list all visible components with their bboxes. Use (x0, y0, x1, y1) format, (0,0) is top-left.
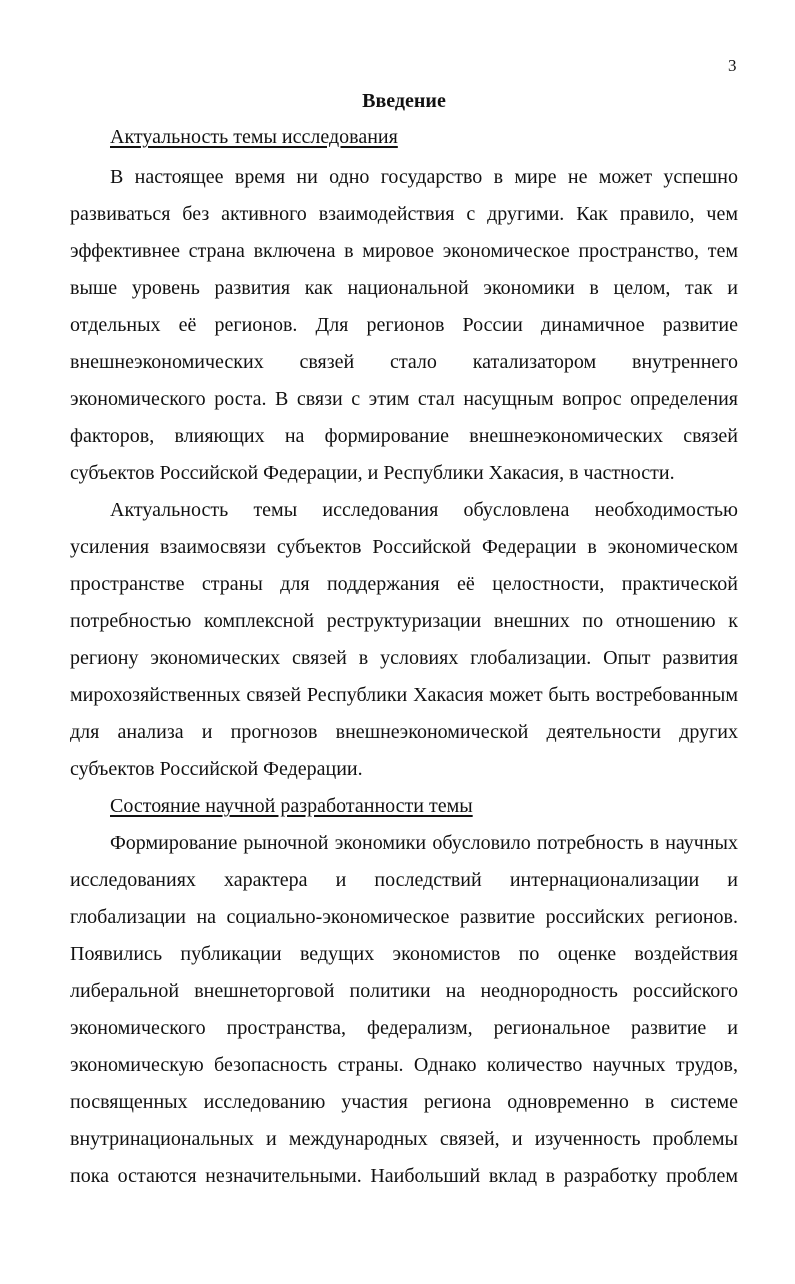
paragraph-line: глобализации на социально-экономическое развитие российских регионов. (70, 906, 738, 928)
paragraph-line-last: субъектов Российской Федерации. (70, 758, 363, 780)
paragraph-line: региону экономических связей в условиях глобализации. Опыт развития (70, 647, 738, 669)
paragraph-line: экономического пространства, федерализм, региональное развитие и (70, 1017, 738, 1039)
paragraph-line: развиваться без активного взаимодействия с другими. Как правило, чем (70, 203, 738, 225)
section-heading-research-state: Состояние научной разработанности темы (110, 795, 473, 817)
paragraph-line: выше уровень развития как национальной экономики в целом, так и (70, 277, 738, 299)
paragraph-line: эффективнее страна включена в мировое экономическое пространство, тем (70, 240, 738, 262)
paragraph-line: исследованиях характера и последствий интернационализации и (70, 869, 738, 891)
paragraph-line: внутринациональных и международных связей, и изученность проблемы (70, 1128, 738, 1150)
paragraph-line: либеральной внешнеторговой политики на неоднородность российского (70, 980, 738, 1002)
paragraph-line: для анализа и прогнозов внешнеэкономической деятельности других (70, 721, 738, 743)
paragraph-line: потребностью комплексной реструктуризации внешних по отношению к (70, 610, 738, 632)
section-heading-relevance: Актуальность темы исследования (110, 126, 398, 148)
paragraph-line: внешнеэкономических связей стало катализатором внутреннего (70, 351, 738, 373)
paragraph-line: отдельных её регионов. Для регионов России динамичное развитие (70, 314, 738, 336)
paragraph-line: мирохозяйственных связей Республики Хакасия может быть востребованным (70, 684, 738, 706)
paragraph-line: Появились публикации ведущих экономистов по оценке воздействия (70, 943, 738, 965)
page-number: 3 (728, 56, 737, 75)
paragraph-line: посвященных исследованию участия региона одновременно в системе (70, 1091, 738, 1113)
paragraph-line-last: субъектов Российской Федерации, и Республики Хакасия, в частности. (70, 462, 675, 484)
paragraph-line: факторов, влияющих на формирование внешнеэкономических связей (70, 425, 738, 447)
paragraph-line: Формирование рыночной экономики обусловило потребность в научных (110, 832, 738, 854)
page-title: Введение (362, 90, 446, 112)
paragraph-line: усиления взаимосвязи субъектов Российской Федерации в экономическом (70, 536, 738, 558)
paragraph-line: экономическую безопасность страны. Однако количество научных трудов, (70, 1054, 738, 1076)
paragraph-line: пока остаются незначительными. Наибольший вклад в разработку проблем (70, 1165, 738, 1187)
paragraph-line: Актуальность темы исследования обусловлена необходимостью (110, 499, 738, 521)
paragraph-line: пространстве страны для поддержания её целостности, практической (70, 573, 738, 595)
paragraph-line: экономического роста. В связи с этим стал насущным вопрос определения (70, 388, 738, 410)
paragraph-line: В настоящее время ни одно государство в мире не может успешно (110, 166, 738, 188)
